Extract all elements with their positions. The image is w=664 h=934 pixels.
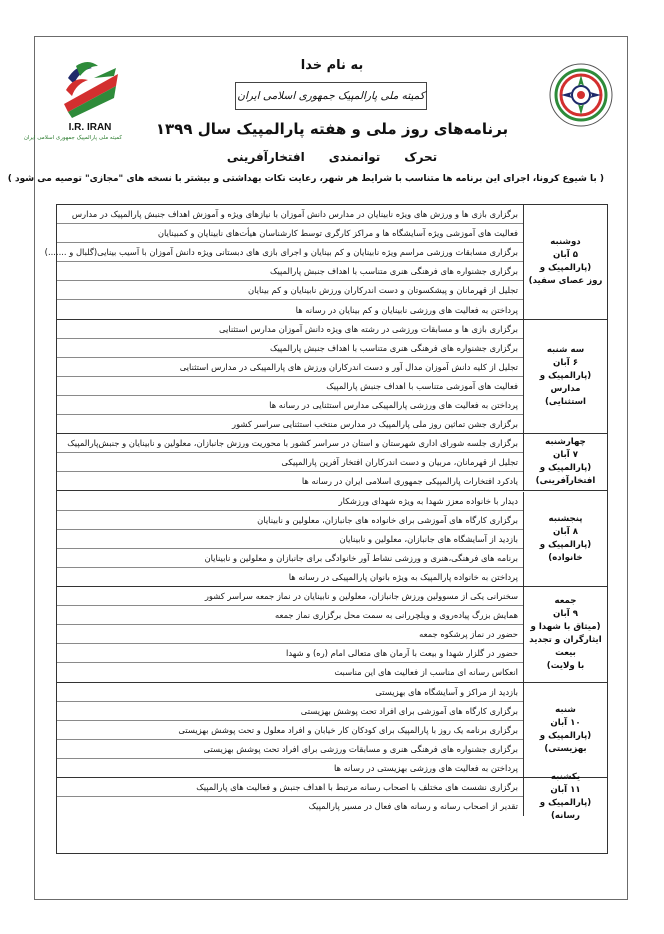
activity-item: برگزاری جلسه شورای اداری شهرستان و استان در سراسر کشور با محوریت ورزش جانبازان، معلولین و نابینایان و جنبش‌پارالمپیک xyxy=(57,434,523,453)
activity-item: بازدید از آسایشگاه های جانبازان، معلولین و نابینایان xyxy=(57,530,523,549)
day-label-line: ۷ آبان xyxy=(553,450,578,461)
day-label xyxy=(523,587,607,682)
day-label-line: استثنایی) xyxy=(545,396,586,407)
basmala-heading: به نام خدا xyxy=(300,58,364,73)
activity-item: دیدار با خانواده معزز شهدا به ویژه شهدای ورزشکار xyxy=(57,492,523,511)
activity-item: حضور در گلزار شهدا و بیعت با آرمان های متعالی امام (ره) و شهدا xyxy=(57,644,523,663)
day-label-line: (میثاق با شهدا و xyxy=(530,622,601,633)
day-label xyxy=(523,205,607,319)
activity-item: سخنرانی یکی از مسوولین ورزش جانبازان، معلولین و نابینایان در نماز جمعه سراسر کشور xyxy=(57,587,523,606)
day-label-line: (پارالمپیک و بهزیستی) xyxy=(539,730,592,754)
day-row xyxy=(57,772,607,822)
day-row xyxy=(57,320,607,435)
day-row xyxy=(57,683,607,779)
day-label-line: (پارالمپیک و رسانه) xyxy=(539,798,592,822)
day-row xyxy=(57,492,607,588)
activity-item: برگزاری نشست های مختلف با اصحاب رسانه مرتبط با اهداف جنبش و فعالیت های پارالمپیک xyxy=(57,778,523,797)
slogan: توانمندی xyxy=(328,150,381,164)
activity-item: برگزاری جشنواره های فرهنگی هنری و مسابقات ورزشی برای افراد تحت پوشش بهزیستی xyxy=(57,740,523,759)
activity-item: برگزاری جشنواره های فرهنگی هنری متناسب با اهداف جنبش پارالمپیک xyxy=(57,262,523,281)
activity-item: تجلیل از کلیه دانش آموزان مدال آور و دست اندرکاران ورزش های پارالمپیکی در مدارس استثنایی xyxy=(57,358,523,377)
activity-item: برگزاری بازی ها و ورزش های ویژه نابینایان در مدارس دانش آموزان با نیازهای ویژه و آموزش اهداف جنبش پارالمپیک در مدارس xyxy=(57,205,523,224)
activity-item: یادکرد افتخارات پارالمپیکی جمهوری اسلامی ایران در رسانه ها xyxy=(301,476,518,487)
day-label xyxy=(523,772,607,822)
slogans xyxy=(200,150,464,164)
day-label-line: (پارالمپیک و xyxy=(539,463,592,474)
day-label xyxy=(523,434,607,490)
day-label-line: با ولایت) xyxy=(546,661,585,672)
activities-list xyxy=(57,683,523,778)
activities-list xyxy=(57,492,523,587)
day-label-line: ۸ آبان xyxy=(553,526,578,537)
slogan: افتخارآفرینی xyxy=(226,150,305,164)
activity-item: فعالیت های آموزشی متناسب با اهداف جنبش پارالمپیک xyxy=(57,377,523,396)
day-label xyxy=(523,320,607,434)
day-label-line: جمعه xyxy=(554,596,577,607)
activity-item: فعالیت های آموزشی ویژه آسایشگاه ها و مراکز کارگری توسط کارشناسان هیأت‌های نابینایان و کمبینایان xyxy=(57,224,523,243)
activity-item: تجلیل از قهرمانان، مربیان و دست اندرکاران افتخار آفرین پارالمپیکی xyxy=(57,453,523,472)
page-title: برنامه‌های روز ملی و هفته پارالمپیک سال ۱۳۹۹ xyxy=(155,120,509,138)
day-label-line: ۵ آبان xyxy=(553,249,578,260)
day-label-line: شنبه xyxy=(555,704,576,715)
day-label xyxy=(523,492,607,587)
day-label-line: ۱۱ آبان xyxy=(550,785,581,796)
day-label-line: (پارالمپیک و مدارس xyxy=(539,370,592,394)
day-label-line: (پارالمپیک و خانواده) xyxy=(539,539,592,563)
day-label-line: (پارالمپیک و xyxy=(539,262,592,273)
activities-list xyxy=(57,320,523,434)
activity-item: پرداختن به خانواده پارالمپیک به ویژه بانوان پارالمپیکی در رسانه ها xyxy=(288,571,518,582)
activity-item: تقدیر از اصحاب رسانه و رسانه های فعال در مسیر پارالمپیک xyxy=(308,801,518,812)
activity-item: برگزاری کارگاه های آموزشی برای خانواده های جانبازان، معلولین و نابینایان xyxy=(57,511,523,530)
logo-text: I.R. IRAN xyxy=(68,122,112,133)
day-row xyxy=(44,205,607,320)
activity-item: انعکاس رسانه ای مناسب از فعالیت های این مناسبت xyxy=(334,667,518,678)
activities-list xyxy=(44,205,523,319)
day-row xyxy=(57,434,607,491)
logo-subtext: کمیته ملی پارالمپیک جمهوری اسلامی ایران xyxy=(23,135,122,141)
day-label-line: افتخارآفرینی) xyxy=(535,476,596,487)
activities-list xyxy=(57,434,523,490)
activities-list xyxy=(57,778,523,816)
slogan: تحرک xyxy=(404,150,438,164)
day-label-line: ۶ آبان xyxy=(553,357,578,368)
day-row xyxy=(57,587,607,683)
day-label-line: چهارشنبه xyxy=(545,437,586,448)
activity-item: برگزاری کارگاه های آموزشی برای افراد تحت پوشش بهزیستی xyxy=(57,702,523,721)
activity-item: برگزاری مسابقات ورزشی مراسم ویژه نابینایان و کم بینایان و اجرای بازی های دبستانی ویژه دانش آموزان با آسیب بینایی(گلبال و .......) xyxy=(57,243,523,262)
activity-item: همایش بزرگ پیاده‌روی و ویلچررانی به سمت محل برگزاری نماز جمعه xyxy=(57,606,523,625)
activity-item: حضور در نماز پرشکوه جمعه xyxy=(57,625,523,644)
day-label-line: پنجشنبه xyxy=(548,513,583,524)
schedule-table xyxy=(44,204,608,854)
day-label-line: سه شنبه xyxy=(546,344,585,355)
committee-name: کمیته ملی پارالمپیک جمهوری اسلامی ایران xyxy=(235,82,427,110)
activity-item: پرداختن به فعالیت های ورزشی پارالمپیکی مدارس استثنایی در رسانه ها xyxy=(57,396,523,415)
day-label xyxy=(523,683,607,778)
activity-item: برگزاری جشنواره های فرهنگی هنری متناسب با اهداف جنبش پارالمپیک xyxy=(57,339,523,358)
day-label-line: ۹ آبان xyxy=(553,609,578,620)
day-label-line: روز عصای سفید) xyxy=(528,275,603,286)
activity-item: برنامه های فرهنگی،هنری و ورزشی نشاط آور خانوادگی برای جانبازان و معلولین و نابینایان xyxy=(57,549,523,568)
activity-item: برگزاری جشن تماثین روز ملی پارالمپیک در مدارس منتخب استثنایی سراسر کشور xyxy=(232,419,518,430)
activity-item: پرداختن به فعالیت های ورزشی نابینایان و کم بینایان در رسانه ها xyxy=(295,304,518,315)
day-label-line: ایثارگران و تجدید بیعت xyxy=(529,635,602,659)
day-label-line: یکشنبه xyxy=(550,772,581,783)
activity-item: پرداختن به فعالیت های ورزشی بهزیستی در رسانه ها xyxy=(333,762,518,773)
activities-list xyxy=(57,587,523,682)
activity-item: تجلیل از قهرمانان و پیشکسوتان و دست اندرکاران ورزش نابینایان و کم بینایان xyxy=(57,281,523,300)
activity-item: برگزاری برنامه یک روز با پارالمپیک برای کودکان کار خیابان و افراد معلول و تحت پوشش بهزیستی xyxy=(57,721,523,740)
day-label-line: دوشنبه xyxy=(550,236,581,247)
activity-item: بازدید از مراکز و آسایشگاه های بهزیستی xyxy=(57,683,523,702)
covid-note: ( با شیوع کرونا، اجرای این برنامه ها متناسب با شرایط هر شهر، رعایت نکات بهداشتی و بیشتر با نسخه های "مجازی" توصیه می شود ) xyxy=(7,174,604,184)
activity-item: برگزاری بازی ها و مسابقات ورزشی در رشته های ویژه دانش آموزان مدارس استثنایی xyxy=(57,320,523,339)
day-label-line: ۱۰ آبان xyxy=(550,717,581,728)
